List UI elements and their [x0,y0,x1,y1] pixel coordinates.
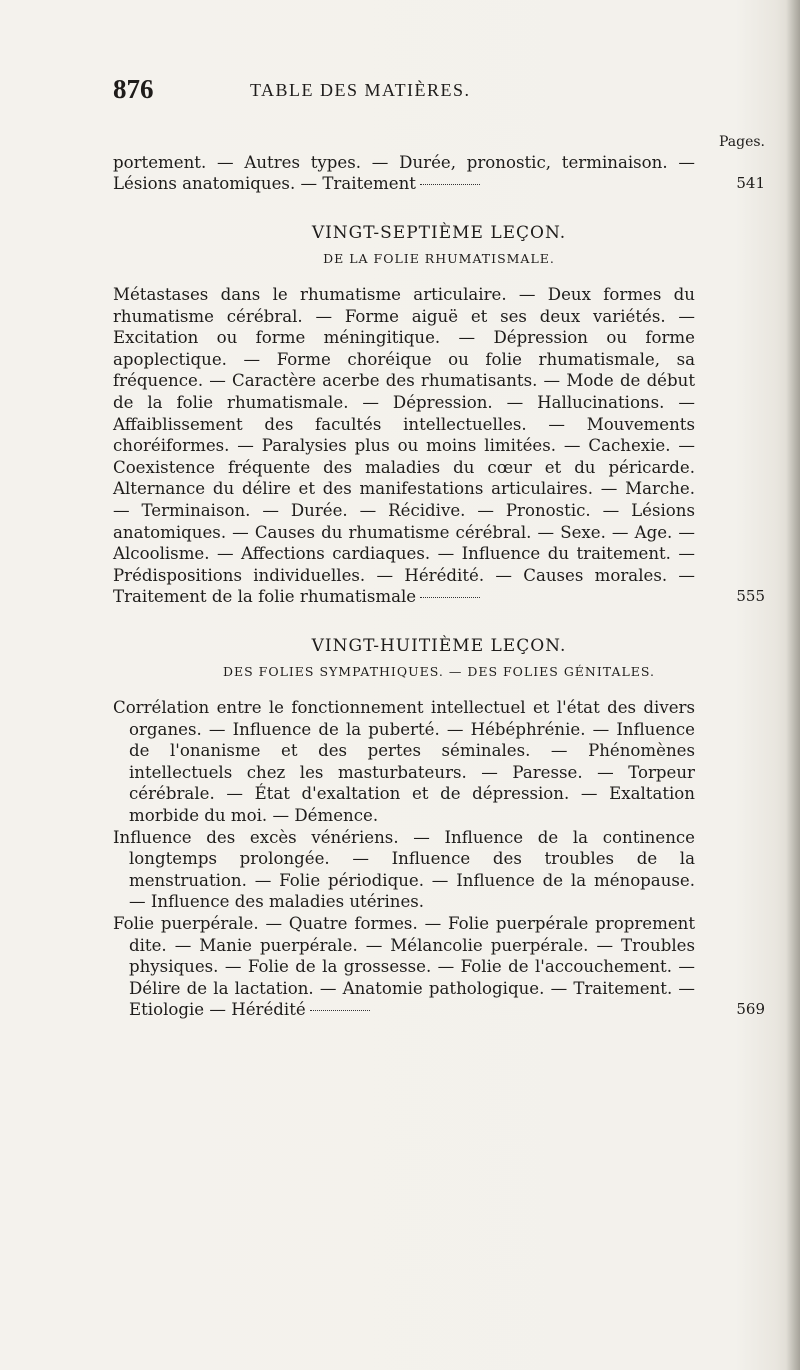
entry-text: portement. — Autres types. — Durée, pronostic, terminaison. — Lésions anatomiques. — Traitement [113,152,695,194]
running-title: TABLE DES MATIÈRES. [250,80,471,100]
lesson-paragraph: Métastases dans le rhumatisme articulaire. — Deux formes du rhumatisme cérébral. — Forme aiguë et ses deux variétés. — Excitation ou forme méningitique. — Dépression ou forme apoplectique. — Forme choréique ou folie rhumatismale, sa fréquence. — Caractère acerbe des rhumatisants. — Mode de début de la folie rhumatismale. — Dépression. — Hallucinations. — Affaiblissement des facultés intellectuelles. — Mouvements choréiformes. — Paralysies plus ou moins limitées. — Cachexie. — Coexistence fréquente des maladies du cœur et du péricarde. Alternance du délire et des manifestations articulaires. — Marche. — Terminaison. — Durée. — Récidive. — Pronostic. — Lésions anatomiques. — Causes du rhumatisme cérébral. — Sexe. — Age. — Alcoolisme. — Affections cardiaques. — Influence du traitement. — Prédispositions individuelles. — Hérédité. — Causes morales. — Traitement de la folie rhumatismale [113,284,695,607]
lesson-27 [113,223,765,608]
lesson-page-ref: 555 [736,587,765,606]
lesson-entry [113,284,765,608]
lesson-title: VINGT-HUITIÈME LEÇON. [311,635,567,656]
lesson-subtitle: DES FOLIES SYMPATHIQUES. — DES FOLIES GÉNITALES. [222,664,656,680]
lesson-paragraph: Corrélation entre le fonctionnement intellectuel et l'état des divers organes. — Influence de la puberté. — Hébéphrénie. — Influence de l'onanisme et des pertes séminales. — Phénomènes intellectuels chez les masturbateurs. — Paresse. — Torpeur cérébrale. — État d'exaltation et de dépression. — Exaltation morbide du moi. — Démence. [113,698,695,826]
lesson-28 [113,636,765,1021]
lesson-title: VINGT-SEPTIÈME LEÇON. [311,222,567,243]
pages-column-label: Pages. [718,134,765,150]
lesson-paragraph: Folie puerpérale. — Quatre formes. — Folie puerpérale proprement dite. — Manie puerpérale. — Mélancolie puerpérale. — Troubles physiques. — Folie de la grossesse. — Folie de l'accouchement. — Délire de la lactation. — Anatomie pathologique. — Traitement. — Etiologie — Hérédité [113,914,695,1020]
page-number: 876 [113,74,154,104]
entry-page-ref: 541 [736,174,765,193]
lesson-page-ref: 569 [736,1000,765,1019]
page-header [113,74,763,104]
table-of-contents [113,132,765,1021]
page-edge-shadow [786,0,800,1370]
lesson-entry [113,913,765,1021]
lesson-paragraph: Influence des excès vénériens. — Influence de la continence longtemps prolongée. — Influence des troubles de la menstruation. — Folie périodique. — Influence de la ménopause. — Influence des maladies utérines. [113,827,695,912]
lesson-subtitle: DE LA FOLIE RHUMATISMALE. [323,251,555,267]
continued-entry [113,152,765,195]
